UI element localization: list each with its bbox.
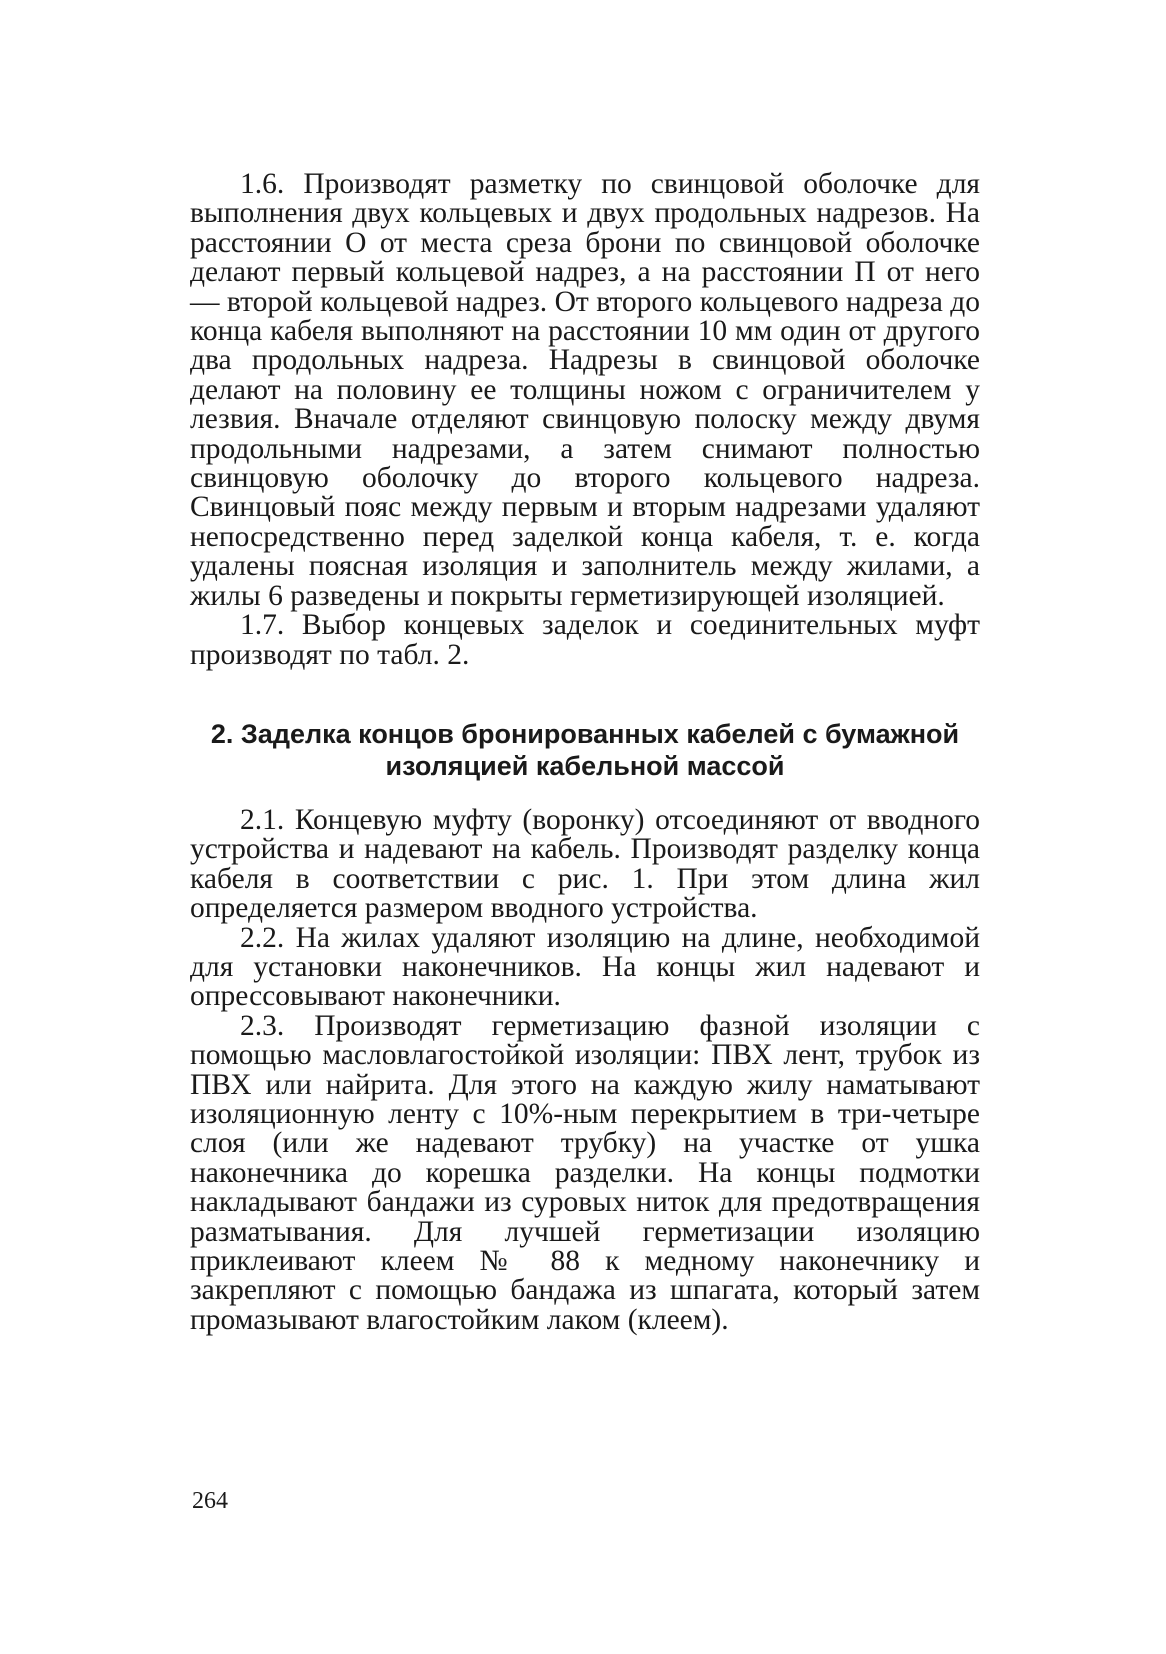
paragraph-1-6: 1.6. Производят разметку по свинцовой оболочке для выполнения двух кольцевых и двух продольных надрезов. На расстоянии О от места среза брони по свинцовой оболочке делают первый кольцевой надрез, а на расстоянии П от него — второй кольцевой надрез. От второго кольцевого надреза до конца кабеля выполняют на расстоянии 10 мм один от другого два продольных надреза. Надрезы в свинцовой оболочке делают на половину ее толщины ножом с ограничителем у лезвия. Вначале отделяют свинцовую полоску между двумя продольными надрезами, а затем снимают полностью свинцовую оболочку до второго кольцевого надреза. Свинцовый пояс между первым и вторым надрезами удаляют непосредственно перед заделкой конца кабеля, т. е. когда удалены поясная изоляция и заполнитель между жилами, а жилы 6 разведены и покрыты герметизирующей изоляцией. [190, 168, 980, 612]
section-2-heading-line-2: изоляцией кабельной массой [385, 750, 785, 781]
page-number: 264 [192, 1488, 228, 1514]
section-2-heading [190, 718, 980, 782]
page-body [190, 170, 980, 1335]
paragraph-2-3: 2.3. Производят герметизацию фазной изоляции с помощью масловлагостойкой изоляции: ПВХ лент, трубок из ПВХ или найрита. Для этого на каждую жилу наматывают изоляционную ленту с 10%-ным перекрытием в три-четыре слоя (или же надевают трубку) на участке от ушка наконечника до корешка разделки. На концы подмотки накладывают бандажи из суровых ниток для предотвращения разматывания. Для лучшей герметизации изоляцию приклеивают клеем № 88 к медному наконечнику и закрепляют с помощью бандажа из шпагата, который затем промазывают влагостойким лаком (клеем). [190, 1009, 980, 1336]
paragraph-2-1: 2.1. Концевую муфту (воронку) отсоединяют от вводного устройства и надевают на кабель. Производят разделку конца кабеля в соответствии с рис. 1. При этом длина жил определяется размером вводного устройства. [190, 803, 980, 925]
section-2-heading-line-1: 2. Заделка концов бронированных кабелей с бумажной [210, 718, 960, 749]
paragraph-2-2: 2.2. На жилах удаляют изоляцию на длине, необходимой для установки наконечников. На концы жил надевают и опрессовывают наконечники. [190, 921, 980, 1013]
paragraph-1-7: 1.7. Выбор концевых заделок и соединительных муфт производят по табл. 2. [190, 609, 980, 671]
